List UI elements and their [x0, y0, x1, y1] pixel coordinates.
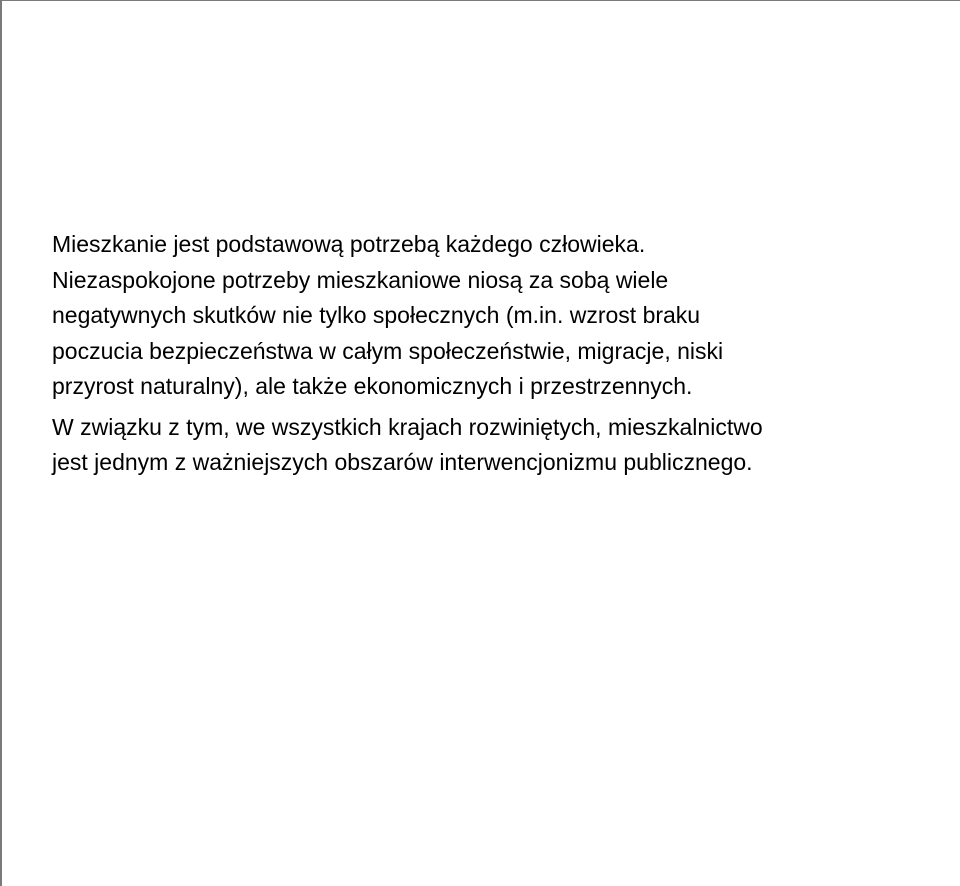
document-body [52, 227, 957, 481]
text-line: negatywnych skutków nie tylko społecznych (m.in. wzrost braku [52, 302, 701, 328]
text-line: W związku z tym, we wszystkich krajach rozwiniętych, mieszkalnictwo [52, 413, 763, 440]
paragraph-public-intervention [52, 410, 957, 481]
paragraph-housing-needs [52, 227, 957, 405]
text-line: poczucia bezpieczeństwa w całym społeczeństwie, migracje, niski [52, 337, 724, 364]
text-line: przyrost naturalny), ale także ekonomicznych i przestrzennych. [52, 373, 693, 399]
text-line: Niezaspokojone potrzeby mieszkaniowe niosą za sobą wiele [52, 266, 669, 293]
text-line: Mieszkanie jest podstawową potrzebą każdego człowieka. [52, 231, 646, 257]
text-line: jest jednym z ważniejszych obszarów interwencjonizmu publicznego. [52, 449, 753, 475]
